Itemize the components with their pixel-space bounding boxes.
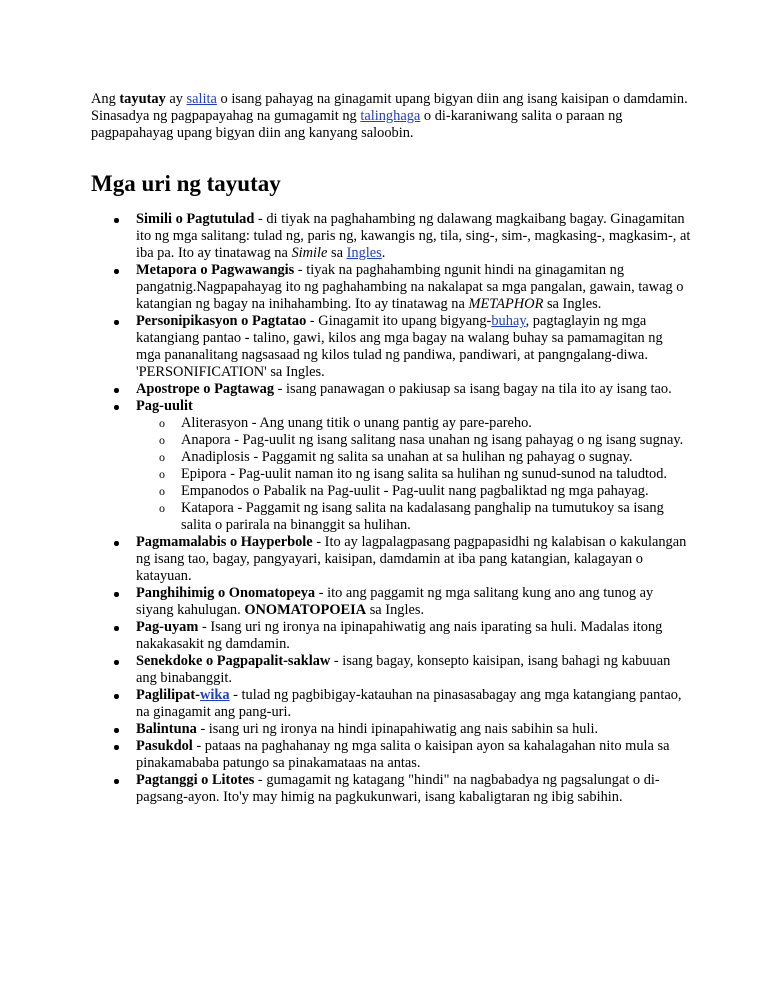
link-talinghaga[interactable]: talinghaga [360,108,421,124]
section-heading: Mga uri ng tayutay [91,171,281,196]
item-term: Pag-uyam [136,619,199,635]
item-text: - isang uri ng ironya na hindi ipinapahiwatig ang nais sabihin sa huli. [196,721,599,737]
sublist-item: o Empanodos o Pabalik na Pag-uulit - Pag-uulit nang pagbaliktad ng mga pahayag. [181,483,691,500]
item-text: - pataas na paghahanay ng mga salita o kaisipan ayon sa kahalagahan nito mula sa pinakamababa patungo sa pinakamataas na antas. [136,738,670,771]
item-term: Panghihimig o Onomatopeya [136,585,316,601]
item-term: Simili o Pagtutulad [136,211,255,227]
item-text: , pagtaglayin ng mga katangiang pantao - talino, gawi, kilos ang mga bagay na walang buhay sa pamamagitan ng mga pananalitang nagsasaad ng kilos tulad ng pandiwa, pandiwari, at pangngalang-diwa. 'PERSONIFICATION' sa Ingles. [136,313,663,380]
item-term: Pagtanggi o Litotes [136,772,255,788]
sublist-item: o Aliterasyon - Ang unang titik o unang pantig ay pare-pareho. [181,415,691,432]
item-text: - di tiyak na paghahambing ng dalawang magkaibang bagay. Ginagamitan ito ng mga salitang: tulad ng, paris ng, kawangis ng, tila, sing-, sim-, magkasing-, magkasim-, at iba pa. Ito ay tinatawag na [136,211,691,261]
list-item-senekdoke [136,653,691,687]
list-item-pagtanggi [136,772,691,806]
intro-text: o di-karaniwang salita o paraan ng pagpapahayag upang bigyan diin ang kanyang saloobin. [91,108,623,141]
item-term: Pagmamalabis o Hayperbole [136,534,313,550]
intro-text: o isang pahayag na ginagamit upang bigyan diin ang isang kaisipan o damdamin. Sinasadya ng pagpapayahag na gumagamit ng [91,91,688,124]
item-term: Apostrope o Pagtawag [136,381,275,397]
item-text: sa [327,245,347,261]
document-page [91,91,691,806]
list-item-simili [136,211,691,262]
item-text: - gumagamit ng katagang "hindi" na nagbabadya ng pagsalungat o di-pagsang-ayon. Ito'y may himig na pagkukunwari, isang kabaligtaran ng ibig sabihin. [136,772,660,805]
item-emphasis: Simile [291,245,328,261]
item-term: Pag-uulit [136,398,193,414]
intro-text: ay [165,91,187,107]
item-term: Balintuna [136,721,197,737]
paguulit-sublist [136,415,691,534]
sublist-item: o Epipora - Pag-uulit naman ito ng isang salita sa hulihan ng sunud-sunod na taludtod. [181,466,691,483]
list-item-pasukdol [136,738,691,772]
item-text: - Ginagamit ito upang bigyang- [306,313,492,329]
intro-paragraph [91,91,691,142]
sublist-item: o Anapora - Pag-uulit ng isang salitang nasa unahan ng isang pahayag o ng isang sugnay. [181,432,691,449]
list-item-paguulit [136,398,691,534]
item-emphasis: METAPHOR [468,296,544,312]
item-text: - isang bagay, konsepto kaisipan, isang bahagi ng kabuuan ang binabanggit. [136,653,671,686]
item-bold: ONOMATOPOEIA [244,602,367,618]
item-text: - tiyak na paghahambing ngunit hindi na ginagamitan ng pangatnig.Nagpapahayag ito ng paghahambing na nakalapat sa mga pangalan, gawain, tawag o katangian ng bagay na inihahambing. Ito ay tinatawag na [136,262,684,312]
list-item-metapora [136,262,691,313]
item-text: - tulad ng pagbibigay-katauhan na pinasasabagay ang mga katangiang pantao, na ginagamit ang pang-uri. [136,687,682,720]
list-item-pagmamalabis [136,534,691,585]
item-text: - isang panawagan o pakiusap sa isang bagay na tila ito ay isang tao. [274,381,672,397]
item-term: Metapora o Pagwawangis [136,262,295,278]
item-text: - ito ang paggamit ng mga salitang kung ano ang tunog ay siyang kahulugan. [136,585,654,618]
sublist-item: o Anadiplosis - Paggamit ng salita sa unahan at sa hulihan ng pahayag o sugnay. [181,449,691,466]
list-item-apostrope [136,381,691,398]
item-text: sa Ingles. [543,296,602,312]
item-term: Personipikasyon o Pagtatao [136,313,307,329]
item-text: - Isang uri ng ironya na ipinapahiwatig ang nais iparating sa huli. Madalas itong nakakasakit ng damdamin. [136,619,663,652]
list-item-paguyam [136,619,691,653]
item-text: - Ito ay lagpalagpasang pagpapasidhi ng kalabisan o kakulangan ng isang tao, bagay, pangyayari, kaisipan, damdamin at iba pang katangian, kalagayan o katayuan. [136,534,687,584]
item-term: Senekdoke o Pagpapalit-saklaw [136,653,331,669]
list-item-personipikasyon [136,313,691,381]
tayutay-list [91,211,691,806]
link-buhay[interactable]: buhay [491,313,526,329]
link-salita[interactable]: salita [186,91,217,107]
intro-text: Ang [91,91,120,107]
link-ingles[interactable]: Ingles [346,245,382,261]
item-text: . [381,245,386,261]
intro-term-tayutay: tayutay [119,91,166,107]
list-item-balintuna [136,721,691,738]
list-item-paglilipat [136,687,691,721]
sublist-item: o Katapora - Paggamit ng isang salita na kadalasang panghalip na tumutukoy sa isang salita o parirala na binanggit sa hulihan. [181,500,691,534]
item-term: Paglilipat- [136,687,200,703]
link-wika[interactable]: wika [199,687,230,703]
item-text: sa Ingles. [366,602,425,618]
item-term: Pasukdol [136,738,193,754]
list-item-panghihimig [136,585,691,619]
